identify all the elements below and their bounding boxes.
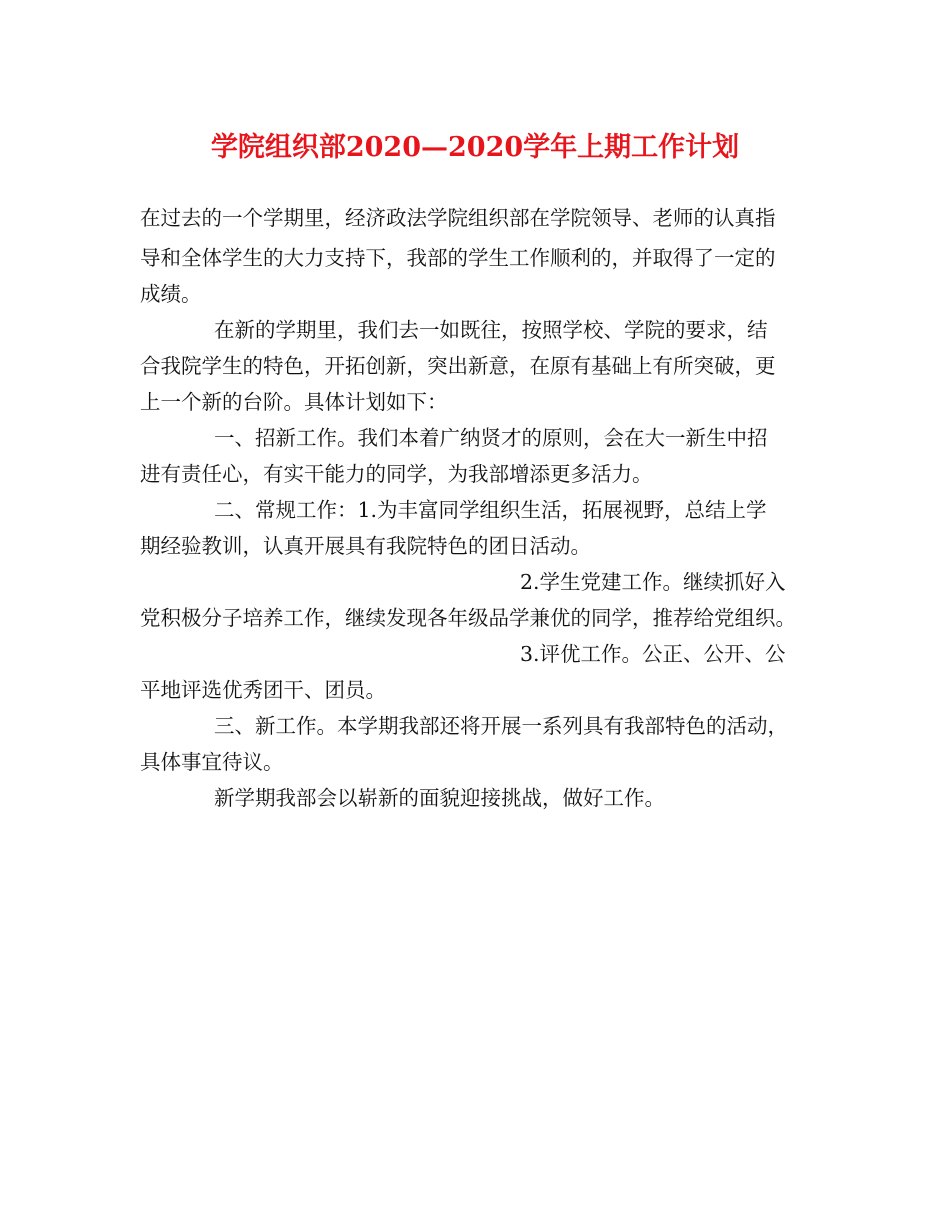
paragraph-2-line-2: 合我院学生的特色，开拓创新，突出新意，在原有基础上有所突破，更: [140, 354, 776, 378]
closing-line: 新学期我部会以崭新的面貌迎接挑战，做好工作。: [214, 786, 665, 810]
recruitment-line-1: 一、招新工作。我们本着广纳贤才的原则，会在大一新生中招: [214, 426, 768, 450]
routine-work-line-1: 二、常规工作：1.为丰富同学组织生活，拓展视野，总结上学: [214, 498, 767, 522]
evaluation-line-1: 3.评优工作。公正、公开、公: [520, 642, 786, 666]
paragraph-1-line-3: 成绩。: [140, 282, 202, 306]
paragraph-2-line-3: 上一个新的台阶。具体计划如下：: [140, 390, 448, 414]
page-title: 学院组织部2020—2020学年上期工作计划: [210, 132, 740, 163]
new-work-line-1: 三、新工作。本学期我部还将开展一系列具有我部特色的活动，: [214, 714, 788, 738]
evaluation-line-2: 平地评选优秀团干、团员。: [140, 678, 386, 702]
party-building-line-2: 党积极分子培养工作，继续发现各年级品学兼优的同学，推荐给党组织。: [140, 606, 796, 630]
party-building-line-1: 2.学生党建工作。继续抓好入: [520, 570, 786, 594]
recruitment-line-2: 进有责任心，有实干能力的同学，为我部增添更多活力。: [140, 462, 653, 486]
paragraph-1-line-1: 在过去的一个学期里，经济政法学院组织部在学院领导、老师的认真指: [140, 206, 776, 230]
paragraph-2-line-1: 在新的学期里，我们去一如既往，按照学校、学院的要求，结: [214, 318, 768, 342]
paragraph-1-line-2: 导和全体学生的大力支持下，我部的学生工作顺利的，并取得了一定的: [140, 246, 776, 270]
routine-work-line-2: 期经验教训，认真开展具有我院特色的团日活动。: [140, 534, 591, 558]
new-work-line-2: 具体事宜待议。: [140, 750, 284, 774]
